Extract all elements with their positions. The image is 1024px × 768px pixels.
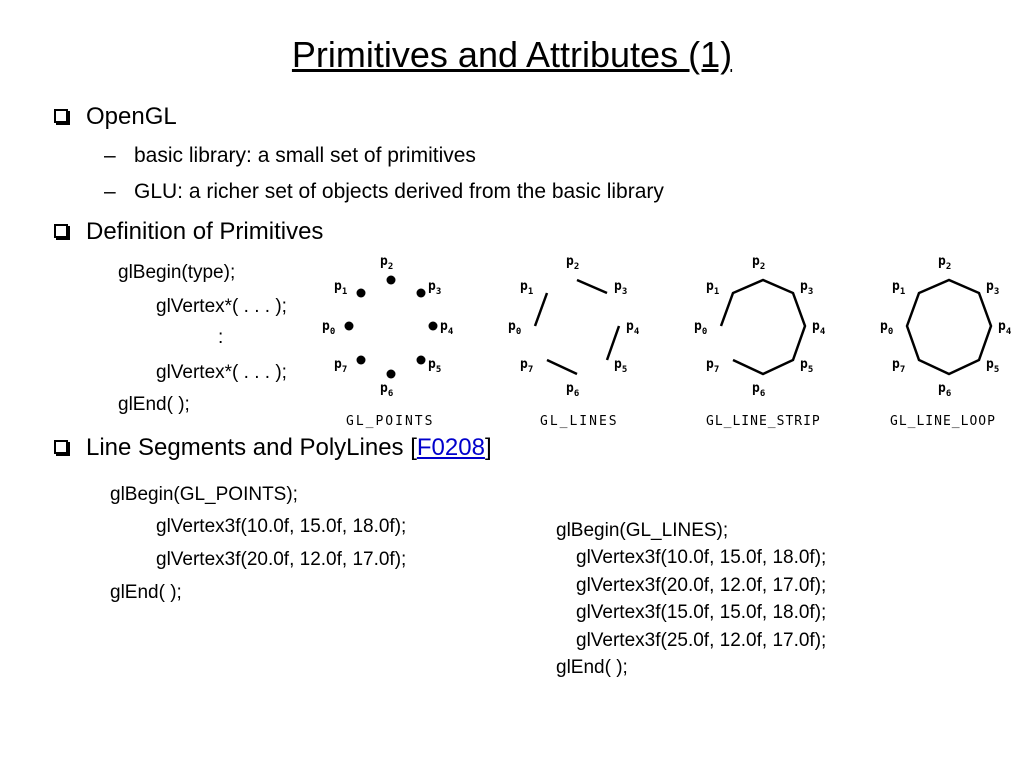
svg-text:p2 bbox=[380, 254, 393, 272]
vertex-point bbox=[387, 276, 396, 285]
code-line: : bbox=[218, 327, 224, 348]
code-line: glBegin(GL_LINES); bbox=[556, 520, 729, 541]
line-segment bbox=[547, 360, 577, 374]
figure-gl-line-strip bbox=[694, 254, 826, 429]
figure-caption: GL_LINE_STRIP bbox=[706, 414, 821, 429]
vertex-point bbox=[429, 322, 438, 331]
svg-text:p3: $p_3$ bbox=[614, 279, 628, 297]
svg-text:p5: $p_5$ bbox=[986, 357, 1000, 375]
svg-text:p4: $p_4$ bbox=[440, 319, 454, 337]
vertex-point bbox=[417, 289, 426, 298]
sub-bullet-basic-library bbox=[104, 144, 476, 168]
svg-text:p3: $p_3$ bbox=[986, 279, 1000, 297]
figure-caption: GL_LINES bbox=[540, 414, 619, 429]
code-line: glEnd( ); bbox=[110, 582, 182, 603]
svg-text:p3: $p_3$ bbox=[428, 279, 442, 297]
svg-text:p1: $p_1$ bbox=[520, 279, 534, 297]
svg-text:p0: $p_0$ bbox=[508, 319, 522, 337]
svg-text:p5: $p_5$ bbox=[614, 357, 628, 375]
line-strip bbox=[721, 280, 805, 374]
svg-text:p0: $p_0$ bbox=[322, 319, 336, 337]
bullet-definition-of-primitives bbox=[54, 218, 323, 246]
primitive-diagrams bbox=[316, 250, 1024, 432]
vertex-point bbox=[357, 289, 366, 298]
line-segment bbox=[607, 326, 619, 360]
vertex-letter: p bbox=[380, 254, 388, 269]
code-line: glVertex3f(20.0f, 12.0f, 17.0f); bbox=[576, 575, 827, 596]
svg-text:p2: $p_2$ bbox=[566, 254, 580, 272]
svg-text:p6: $p_6$ bbox=[566, 381, 580, 399]
code-line: glVertex3f(15.0f, 15.0f, 18.0f); bbox=[576, 602, 827, 623]
svg-text:p0: $p_0$ bbox=[880, 319, 894, 337]
svg-text:p6: $p_6$ bbox=[752, 381, 766, 399]
dash: – bbox=[104, 180, 116, 203]
svg-text:p7: $p_7$ bbox=[892, 357, 906, 375]
svg-text:p4: $p_4$ bbox=[998, 319, 1012, 337]
code-line: glVertex3f(10.0f, 15.0f, 18.0f); bbox=[576, 547, 827, 568]
svg-text:p2: $p_2$ bbox=[938, 254, 952, 272]
svg-text:p7: $p_7$ bbox=[334, 357, 348, 375]
svg-text:p3: $p_3$ bbox=[800, 279, 814, 297]
code-line: glVertex3f(10.0f, 15.0f, 18.0f); bbox=[156, 516, 407, 537]
bullet-text-end: ] bbox=[484, 434, 492, 461]
code-line: glEnd( ); bbox=[118, 394, 190, 415]
code-line: glVertex*( . . . ); bbox=[156, 296, 287, 317]
svg-text:p1: $p_1$ bbox=[706, 279, 720, 297]
square-bullet-icon bbox=[54, 109, 68, 123]
figure-caption: GL_POINTS bbox=[346, 414, 435, 429]
code-line: glVertex3f(25.0f, 12.0f, 17.0f); bbox=[576, 630, 827, 651]
sub-bullet-text: basic library: a small set of primitives bbox=[134, 144, 476, 167]
square-bullet-icon bbox=[54, 440, 68, 454]
svg-text:p4: $p_4$ bbox=[626, 319, 640, 337]
bullet-text: Definition of Primitives bbox=[86, 218, 324, 245]
figure-gl-line-loop bbox=[880, 254, 1012, 429]
code-line: glEnd( ); bbox=[556, 657, 628, 678]
slide-title: Primitives and Attributes (1) bbox=[291, 34, 733, 75]
vertex-point bbox=[417, 356, 426, 365]
square-bullet-icon bbox=[54, 224, 68, 238]
code-line: glVertex*( . . . ); bbox=[156, 362, 287, 383]
bullet-text: Line Segments and PolyLines [ bbox=[86, 434, 417, 461]
bullet-text: OpenGL bbox=[86, 103, 177, 130]
code-line: glBegin(type); bbox=[118, 262, 236, 283]
svg-text:p6: $p_6$ bbox=[938, 381, 952, 399]
line-segment bbox=[577, 280, 607, 293]
svg-text:p1: $p_1$ bbox=[334, 279, 348, 297]
line-loop bbox=[907, 280, 991, 374]
svg-text:p6: $p_6$ bbox=[380, 381, 394, 399]
svg-text:p7: $p_7$ bbox=[520, 357, 534, 375]
svg-text:p4: $p_4$ bbox=[812, 319, 826, 337]
sub-bullet-text: GLU: a richer set of objects derived from the basic library bbox=[134, 180, 664, 203]
vertex-point bbox=[357, 356, 366, 365]
bullet-opengl bbox=[54, 103, 177, 131]
figure-gl-points bbox=[322, 254, 454, 429]
sub-bullet-glu bbox=[104, 180, 664, 204]
svg-text:p0: $p_0$ bbox=[694, 319, 708, 337]
figure-link[interactable]: F0208 bbox=[416, 434, 485, 461]
svg-text:p1: $p_1$ bbox=[892, 279, 906, 297]
code-line: glBegin(GL_POINTS); bbox=[110, 484, 298, 505]
figure-gl-lines bbox=[508, 254, 640, 429]
line-segment bbox=[535, 293, 547, 326]
svg-text:p5: $p_5$ bbox=[428, 357, 442, 375]
code-line: glVertex3f(20.0f, 12.0f, 17.0f); bbox=[156, 549, 407, 570]
bullet-line-segments bbox=[54, 434, 492, 462]
svg-text:p2: $p_2$ bbox=[752, 254, 766, 272]
figure-caption: GL_LINE_LOOP bbox=[890, 414, 996, 429]
vertex-point bbox=[387, 370, 396, 379]
svg-text:p7: $p_7$ bbox=[706, 357, 720, 375]
vertex-point bbox=[345, 322, 354, 331]
svg-text:p5: $p_5$ bbox=[800, 357, 814, 375]
dash: – bbox=[104, 144, 116, 167]
vertex-index: 2 bbox=[387, 262, 394, 272]
